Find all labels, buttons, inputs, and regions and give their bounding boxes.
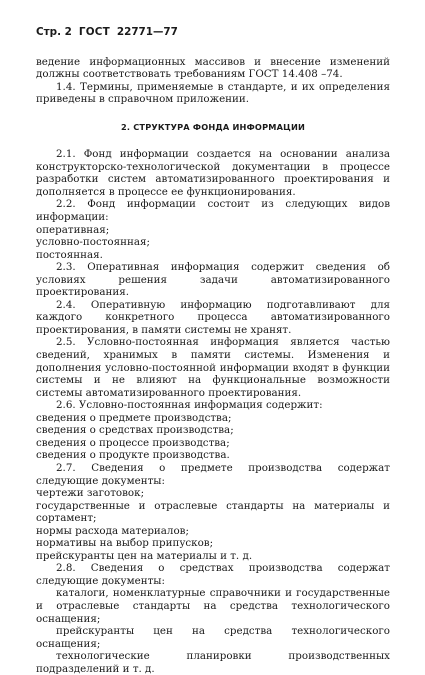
paragraph-1-4: 1.4. Термины, применяемые в стандарте, и их определения приведены в справочном приложении. (36, 80, 390, 106)
paragraph-2-6: 2.6. Условно-постоянная информация содержит: (56, 399, 323, 412)
paragraph-2-8-a: каталоги, номенклатурные справочники и государственные и отраслевые стандарты на средства технологического оснащения; (36, 587, 390, 625)
list-item: государственные и отраслевые стандарты на материалы и сортамент; (36, 499, 390, 525)
paragraph-2-7: 2.7. Сведения о предмете производства содержат следующие документы: (36, 461, 390, 487)
section-title: 2. СТРУКТУРА ФОНДА ИНФОРМАЦИИ (120, 121, 306, 132)
paragraph-2-4: 2.4. Оперативную информацию подготавливают для каждого конкретного процесса автоматизированного проектирования, в памяти системы не хранят. (36, 298, 390, 336)
list-item: чертежи заготовок; (36, 487, 145, 500)
page-number: Стр. 2 (36, 26, 72, 38)
list-item: нормативы на выбор припусков; (36, 537, 214, 550)
list-item: сведения о предмете производства; (36, 411, 232, 424)
list-item: сведения о продукте производства. (36, 449, 230, 462)
paragraph-2-1: 2.1. Фонд информации создается на основании анализа конструкторско-технологической документации в процессе разработки систем автоматизированного проектирования и дополняется в процессе ее функционирования. (36, 148, 390, 198)
list-item: нормы расхода материалов; (36, 524, 189, 537)
list-item: сведения о средствах производства; (36, 424, 234, 437)
paragraph-2-8-c: технологические планировки производственных подразделений и т. д. (36, 650, 390, 675)
standard-number: 22771—77 (116, 26, 178, 38)
page-header (36, 26, 390, 39)
list-item: прейскуранты цен на материалы и т. д. (36, 549, 253, 562)
list-item: оперативная; (36, 223, 110, 236)
paragraph-continued: ведение информационных массивов и внесение изменений должны соответствовать требованиям ГОСТ 14.408 –74. (36, 55, 390, 81)
list-item: условно-постоянная; (36, 236, 150, 249)
list-item: сведения о процессе производства; (36, 436, 230, 449)
paragraph-2-8-b: прейскуранты цен на средства технологического оснащения; (36, 625, 390, 650)
paragraph-2-3: 2.3. Оперативная информация содержит сведения об условиях решения задачи автоматизированного проектирования. (36, 261, 390, 299)
list-item: постоянная. (36, 248, 103, 261)
paragraph-2-8: 2.8. Сведения о средствах производства содержат следующие документы: (36, 562, 390, 587)
standard-label: ГОСТ (78, 26, 110, 38)
paragraph-2-5: 2.5. Условно-постоянная информация является частью сведений, хранимых в памяти системы. Изменения и дополнения условно-постоянной информации входят в функции системы и не влияют на функциональные возможности системы автоматизированного проектирования. (36, 336, 390, 399)
paragraph-2-2: 2.2. Фонд информации состоит из следующих видов информации: (36, 198, 390, 224)
